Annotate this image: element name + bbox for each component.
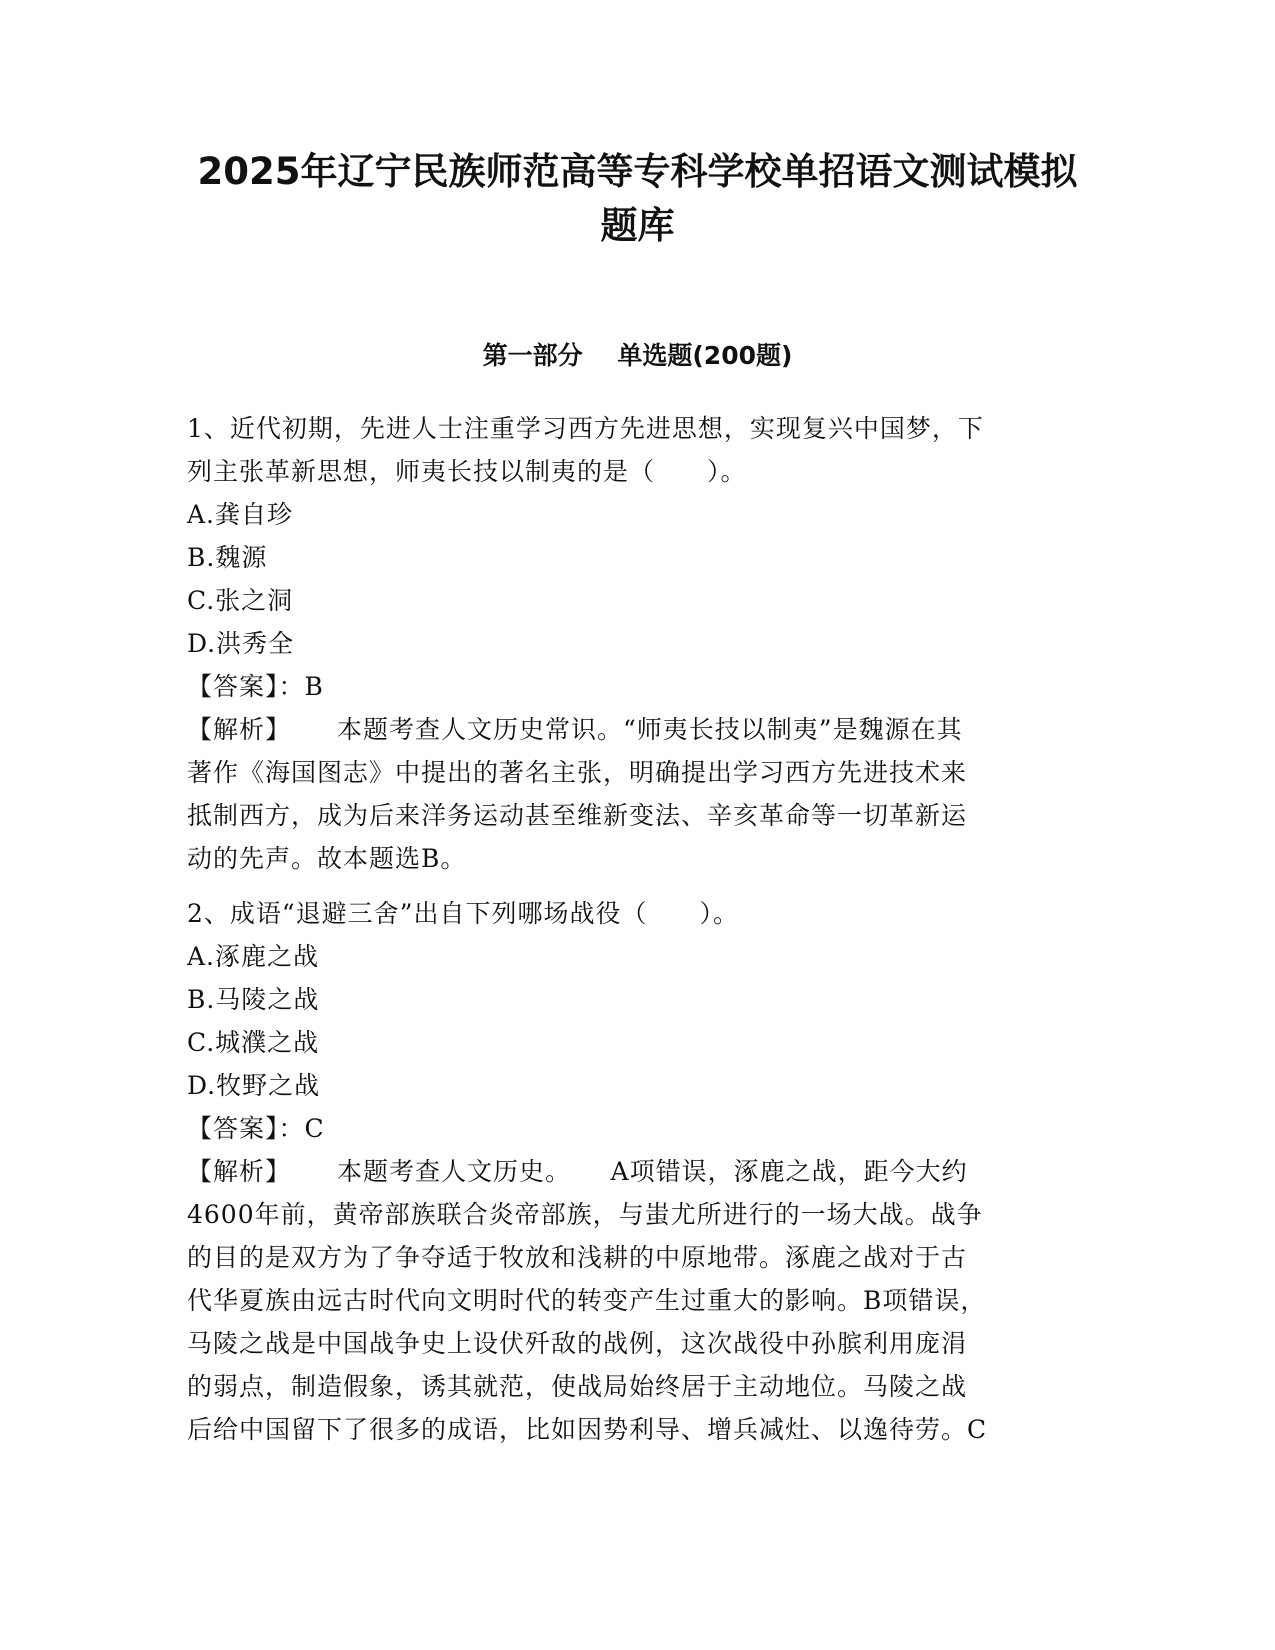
explanation-line: 马陵之战是中国战争史上设伏歼敌的战例，这次战役中孙膑利用庞涓 — [187, 1329, 968, 1358]
question-2 — [187, 892, 1077, 1451]
option-b: B.马陵之战 — [187, 985, 320, 1014]
option-d: D.牧野之战 — [187, 1071, 321, 1100]
explanation-line: 抵制西方，成为后来洋务运动甚至维新变法、辛亥革命等一切革新运 — [187, 801, 968, 830]
explanation-line: 代华夏族由远古时代向文明时代的转变产生过重大的影响。B项错误， — [187, 1286, 987, 1315]
explanation-line — [187, 708, 1077, 751]
explanation-label: 【解析】 — [187, 1157, 292, 1186]
explanation-label: 【解析】 — [187, 715, 292, 744]
explanation-line: 著作《海国图志》中提出的著名主张，明确提出学习西方先进技术来 — [187, 758, 968, 787]
explanation-line: 动的先声。故本题选B。 — [187, 844, 467, 873]
explanation-text: 本题考查人文历史。 A项错误，涿鹿之战，距今大约 — [337, 1157, 968, 1186]
option-b: B.魏源 — [187, 543, 268, 572]
question-list — [187, 407, 1077, 1463]
question-stem-line: 2、成语“退避三舍”出自下列哪场战役（ ）。 — [187, 899, 739, 928]
option-a: A.涿鹿之战 — [187, 942, 320, 971]
document-title-line-1: 2025年辽宁民族师范高等专科学校单招语文测试模拟 — [197, 150, 1078, 193]
section-title: 第一部分 单选题(200题) — [482, 341, 793, 370]
explanation-line: 4600年前，黄帝部族联合炎帝部族，与蚩尤所进行的一场大战。战争 — [187, 1200, 983, 1229]
explanation-line: 的目的是双方为了争夺适于牧放和浅耕的中原地带。涿鹿之战对于古 — [187, 1243, 968, 1272]
question-stem-line: 1、近代初期，先进人士注重学习西方先进思想，实现复兴中国梦，下 — [187, 414, 984, 443]
answer-line — [187, 665, 1077, 708]
question-stem-line: 列主张革新思想，师夷长技以制夷的是（ ）。 — [187, 457, 747, 486]
option-c: C.城濮之战 — [187, 1028, 320, 1057]
explanation-line: 的弱点，制造假象，诱其就范，使战局始终居于主动地位。马陵之战 — [187, 1372, 968, 1401]
answer-value: C — [304, 1114, 325, 1143]
option-a: A.龚自珍 — [187, 500, 294, 529]
explanation-text: 本题考查人文历史常识。“师夷长技以制夷”是魏源在其 — [337, 715, 963, 744]
answer-line — [187, 1107, 1077, 1150]
option-c: C.张之洞 — [187, 586, 294, 615]
explanation-line: 后给中国留下了很多的成语，比如因势利导、增兵减灶、以逸待劳。C — [187, 1415, 988, 1444]
answer-value: B — [304, 672, 324, 701]
explanation-line — [187, 1150, 1077, 1193]
answer-label: 【答案】： — [187, 672, 305, 701]
document-title-line-2: 题库 — [600, 204, 675, 247]
answer-label: 【答案】： — [187, 1114, 305, 1143]
question-1 — [187, 407, 1077, 880]
option-d: D.洪秀全 — [187, 629, 295, 658]
